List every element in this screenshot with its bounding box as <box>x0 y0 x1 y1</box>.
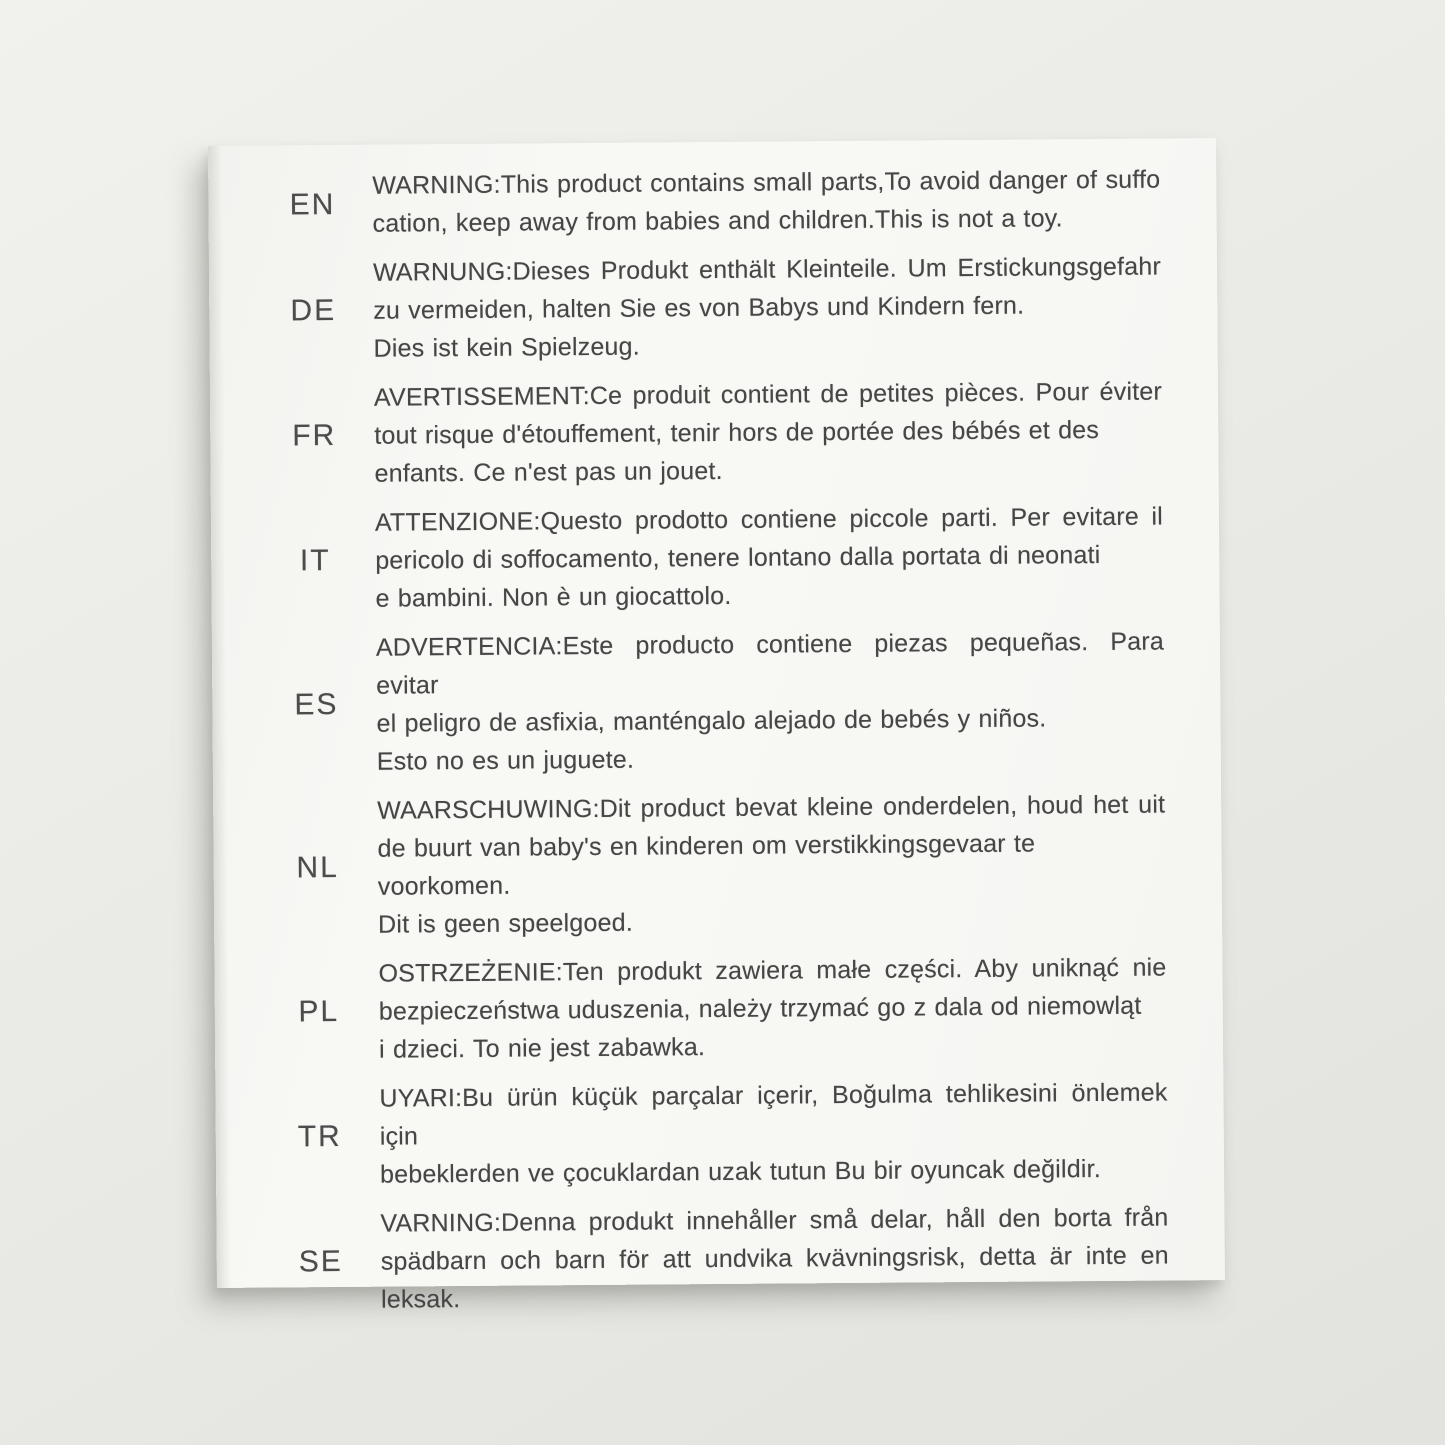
language-code-se: SE <box>298 1244 343 1279</box>
language-code-nl: NL <box>296 850 339 885</box>
warning-line: UYARI:Bu ürün küçük parçalar içerir, Boğulma tehlikesini önlemek için <box>379 1078 1168 1151</box>
language-code-it: IT <box>299 544 331 578</box>
warning-line: OSTRZEŻENIE:Ten produkt zawiera małe części. Aby uniknąć nie <box>378 953 1167 988</box>
warning-line: spädbarn och barn för att undvika kvävningsrisk, detta är inte en <box>380 1241 1169 1276</box>
warning-line: Dit is geen speelgoed. <box>378 908 634 939</box>
warning-line: de buurt van baby's en kinderen om verstikkingsgevaar te voorkomen. <box>377 829 1036 901</box>
warning-line: bezpieczeństwa uduszenia, należy trzymać go z dala od niemowląt <box>378 991 1142 1026</box>
warning-text-fr <box>374 373 1163 493</box>
warning-text-pl <box>378 948 1167 1068</box>
language-code-fr: FR <box>292 419 337 453</box>
warning-line: Esto no es un juguete. <box>376 745 635 776</box>
warning-line: el peligro de asfixia, manténgalo alejado de bebés y niños. <box>376 704 1047 738</box>
warning-line: Dies ist kein Spielzeug. <box>373 332 640 363</box>
warning-line: tout risque d'étouffement, tenir hors de portée des bébés et des <box>374 416 1100 450</box>
warning-line: e bambini. Non è un giocattolo. <box>375 581 732 613</box>
warning-line: AVERTISSEMENT:Ce produit contient de petites pièces. Pour éviter <box>373 377 1163 412</box>
warning-line: pericolo di soffocamento, tenere lontano dalla portata di neonati <box>375 541 1101 575</box>
warning-line: ADVERTENCIA:Este producto contiene piezas pequeñas. Para evitar <box>375 627 1165 700</box>
language-section-fr <box>210 372 1219 494</box>
warning-line: ATTENZIONE:Questo prodotto contiene piccole parti. Per evitare il <box>374 502 1164 537</box>
warning-line: i dzieci. To nie jest zabawka. <box>378 1033 706 1064</box>
language-section-it <box>211 497 1220 619</box>
warning-line: WAARSCHUWING:Dit product bevat kleine onderdelen, houd het uit <box>377 790 1166 825</box>
language-section-es <box>212 622 1221 782</box>
language-code-tr: TR <box>297 1119 342 1154</box>
warning-text-se <box>380 1198 1169 1318</box>
language-section-pl <box>214 948 1223 1070</box>
language-section-en <box>208 160 1217 244</box>
language-section-de <box>209 247 1218 369</box>
warning-line: VARNING:Denna produkt innehåller små delar, håll den borta från <box>380 1203 1169 1238</box>
warning-text-en <box>372 161 1161 243</box>
warning-text-tr <box>379 1073 1168 1193</box>
warning-line: zu vermeiden, halten Sie es von Babys und Kindern fern. <box>373 291 1025 325</box>
warning-line: WARNING:This product contains small parts,To avoid danger of suffo <box>372 165 1161 200</box>
language-code-en: EN <box>289 188 336 222</box>
warning-label-paper <box>208 138 1225 1314</box>
language-section-tr <box>215 1073 1224 1195</box>
warning-text-it <box>375 498 1164 618</box>
language-code-es: ES <box>294 687 339 722</box>
warning-line: cation, keep away from babies and children.This is not a toy. <box>372 204 1063 238</box>
language-section-nl <box>213 785 1222 945</box>
language-code-pl: PL <box>298 994 340 1029</box>
warning-line: leksak. <box>380 1285 461 1314</box>
warning-line: enfants. Ce n'est pas un jouet. <box>374 456 723 488</box>
warning-text-nl <box>377 786 1166 944</box>
warning-text-de <box>373 248 1162 368</box>
warning-text-es <box>376 623 1165 781</box>
warning-line: bebeklerden ve çocuklardan uzak tutun Bu bir oyuncak değildir. <box>379 1155 1102 1189</box>
language-section-se <box>216 1198 1225 1320</box>
warning-line: WARNUNG:Dieses Produkt enthält Kleinteile. Um Erstickungsgefahr <box>372 252 1162 287</box>
language-code-de: DE <box>290 293 337 328</box>
